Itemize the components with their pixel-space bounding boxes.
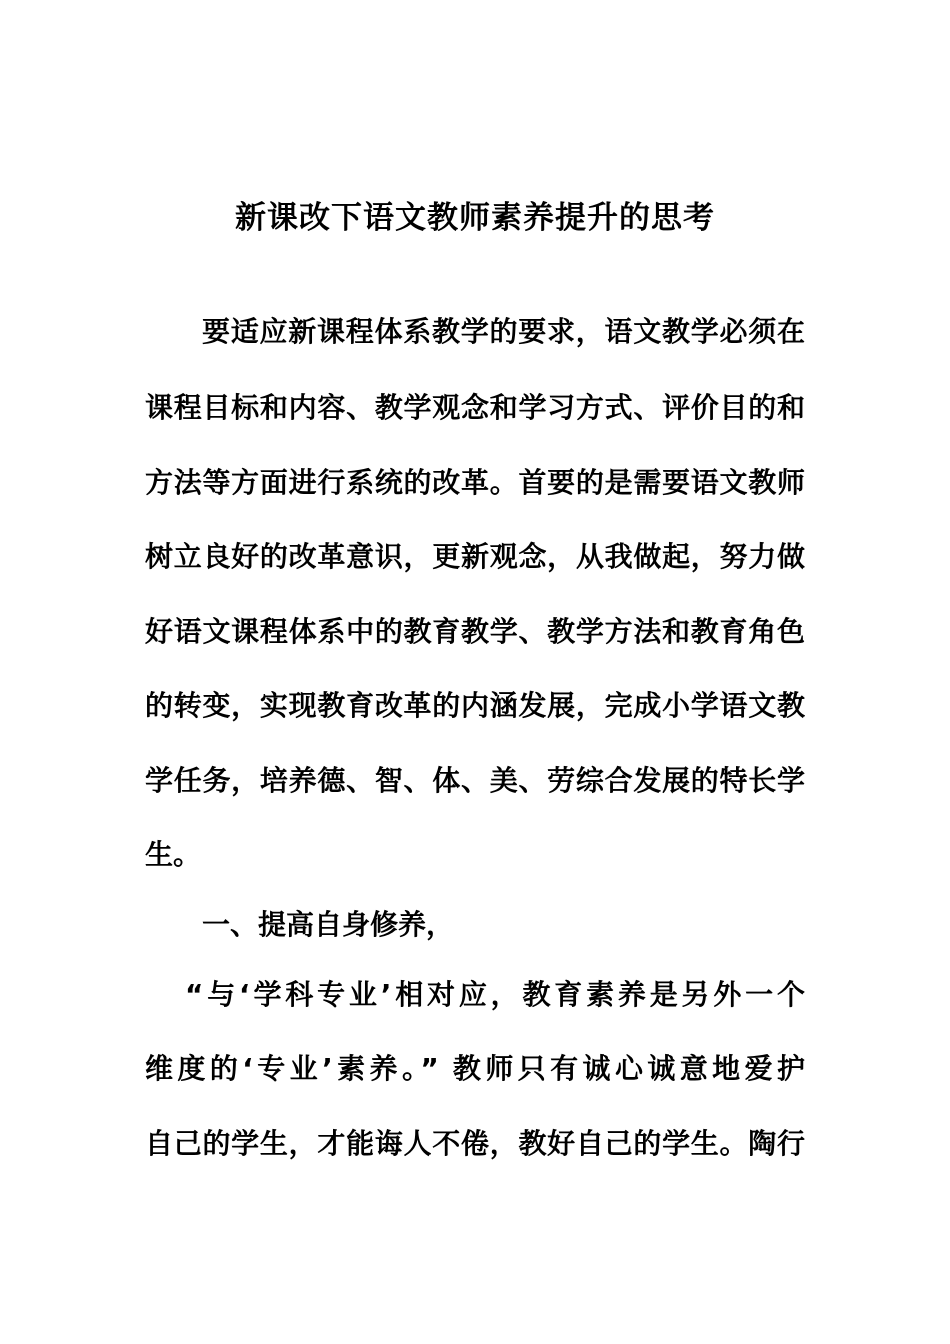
paragraph-line: 的转变，实现教育改革的内涵发展，完成小学语文教	[145, 689, 805, 722]
paragraph-line: “与‘学科专业’相对应，教育素养是另外一个	[185, 978, 805, 1011]
document-title: 新课改下语文教师素养提升的思考	[235, 200, 715, 236]
paragraph-line: 学任务，培养德、智、体、美、劳综合发展的特长学	[145, 764, 805, 797]
paragraph-line: 生。	[145, 838, 202, 871]
paragraph-line: 课程目标和内容、教学观念和学习方式、评价目的和	[145, 391, 805, 424]
paragraph-line: 树立良好的改革意识，更新观念，从我做起，努力做	[145, 540, 805, 573]
section-heading: 一、提高自身修养，	[202, 908, 455, 941]
paragraph-line: 自己的学生，才能诲人不倦，教好自己的学生。陶行	[145, 1127, 805, 1160]
paragraph-line: 维度的‘专业’素养。” 教师只有诚心诚意地爱护	[145, 1052, 805, 1085]
paragraph-line: 要适应新课程体系教学的要求，语文教学必须在	[202, 315, 805, 348]
paragraph-line: 方法等方面进行系统的改革。首要的是需要语文教师	[145, 466, 805, 499]
paragraph-line: 好语文课程体系中的教育教学、教学方法和教育角色	[145, 615, 805, 648]
